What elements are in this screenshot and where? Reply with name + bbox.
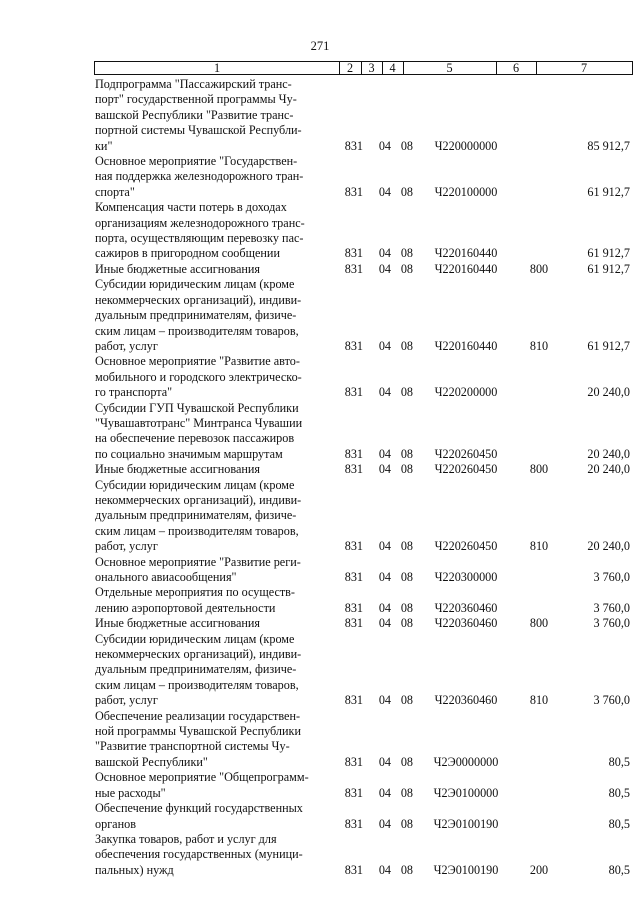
table-row (95, 770, 635, 801)
table-row (95, 632, 635, 709)
table-row (95, 832, 635, 878)
row-target-article: Ч220360460 (434, 600, 498, 615)
table-row (95, 401, 635, 463)
row-amount: 20 240,0 (587, 446, 630, 461)
row-target-article: Ч220260450 (434, 446, 498, 461)
row-name: Субсидии юридическим лицам (кроме некоммерческих организаций), индиви- дуальным предпринимателям, физиче- ским лицам – производителям товаров, работ, услуг (95, 631, 302, 708)
row-section: 04 (378, 338, 391, 353)
row-name: Подпрограмма "Пассажирский транс- порт" государственной программы Чу- вашской Республики "Развитие транс- портной системы Чувашской Республи- ки" (95, 77, 302, 153)
row-name: Основное мероприятие "Развитие авто- мобильного и городского электрическо- го транспорта" (95, 354, 302, 400)
row-expense-type: 800 (529, 462, 549, 477)
row-target-article: Ч220360460 (434, 616, 498, 631)
header-col-2: 2 (339, 62, 362, 74)
row-target-article: Ч220160440 (434, 261, 498, 276)
page-number: 271 (310, 39, 330, 53)
header-col-1: 1 (95, 62, 340, 74)
row-amount: 80,5 (608, 785, 630, 800)
row-section: 04 (378, 816, 391, 831)
row-section: 04 (378, 246, 391, 261)
row-expense-type: 200 (529, 862, 549, 877)
row-section: 04 (378, 754, 391, 769)
table-row (95, 77, 635, 154)
row-target-article: Ч220000000 (434, 138, 498, 153)
row-target-article: Ч220300000 (434, 570, 498, 584)
row-section: 04 (378, 446, 391, 461)
table-row (95, 277, 635, 354)
row-ministry: 831 (344, 261, 363, 276)
header-col-7: 7 (580, 61, 588, 75)
header-col-6: 6 (496, 62, 537, 74)
row-subsection: 08 (400, 539, 413, 554)
row-amount: 61 912,7 (587, 338, 630, 353)
table-row (95, 616, 635, 631)
row-section: 04 (378, 616, 391, 631)
row-amount: 85 912,7 (587, 138, 630, 153)
table-row (95, 801, 635, 832)
row-ministry: 831 (344, 693, 363, 708)
row-section: 04 (378, 184, 391, 199)
row-target-article: Ч220160440 (434, 246, 498, 261)
table-row (95, 709, 635, 771)
row-target-article: Ч220260450 (434, 462, 498, 477)
row-subsection: 08 (400, 462, 413, 477)
row-name: Субсидии юридическим лицам (кроме некоммерческих организаций), индиви- дуальным предпринимателям, физиче- ским лицам – производителям товаров, работ, услуг (95, 277, 302, 353)
row-ministry: 831 (344, 539, 363, 554)
row-subsection: 08 (400, 246, 413, 261)
row-expense-type: 810 (529, 539, 549, 554)
row-amount: 61 912,7 (587, 184, 630, 199)
row-name: Компенсация части потерь в доходах организациям железнодорожного транс- порта, осуществляющим перевозку пас- сажиров в пригородном сообщении (95, 200, 305, 261)
row-subsection: 08 (400, 785, 413, 800)
row-ministry: 831 (344, 754, 363, 769)
row-subsection: 08 (400, 446, 413, 461)
header-col-3: 3 (361, 62, 383, 74)
row-ministry: 831 (344, 616, 363, 631)
row-subsection: 08 (400, 754, 413, 769)
row-amount: 3 760,0 (593, 600, 630, 615)
row-amount: 80,5 (608, 754, 630, 769)
row-subsection: 08 (400, 693, 413, 708)
row-subsection: 08 (400, 570, 413, 584)
row-subsection: 08 (400, 385, 413, 400)
row-target-article: Ч2Э0100000 (433, 785, 499, 800)
table-row (95, 200, 635, 262)
row-amount: 3 760,0 (593, 570, 630, 584)
row-subsection: 08 (400, 261, 413, 276)
row-subsection: 08 (400, 600, 413, 615)
row-ministry: 831 (344, 862, 363, 877)
row-amount: 20 240,0 (587, 385, 630, 400)
table-row (95, 354, 635, 400)
row-amount: 80,5 (608, 862, 630, 877)
header-col-4: 4 (382, 62, 404, 74)
row-subsection: 08 (400, 816, 413, 831)
row-subsection: 08 (400, 338, 413, 353)
row-section: 04 (378, 693, 391, 708)
row-ministry: 831 (344, 138, 363, 153)
row-target-article: Ч2Э0000000 (433, 754, 499, 769)
row-section: 04 (378, 600, 391, 615)
table-row (95, 154, 635, 200)
row-ministry: 831 (344, 600, 363, 615)
row-name: Основное мероприятие "Развитие реги- онального авиасообщения" (95, 554, 301, 584)
row-amount: 80,5 (608, 816, 630, 831)
row-subsection: 08 (400, 862, 413, 877)
row-target-article: Ч220260450 (434, 539, 498, 554)
header-col-5: 5 (403, 62, 497, 74)
row-expense-type: 800 (529, 261, 549, 276)
row-expense-type: 810 (529, 693, 549, 708)
row-ministry: 831 (344, 785, 363, 800)
table-row (95, 555, 635, 586)
row-amount: 3 760,0 (593, 693, 630, 708)
table-row (95, 585, 635, 616)
row-subsection: 08 (400, 184, 413, 199)
row-subsection: 08 (400, 616, 413, 631)
table-body (95, 77, 635, 878)
row-name: Обеспечение реализации государствен- ной программы Чувашской Республики "Развитие транспортной системы Чу- вашской Республики" (95, 708, 301, 769)
row-target-article: Ч2Э0100190 (433, 816, 499, 831)
row-name: Закупка товаров, работ и услуг для обеспечения государственных (муници- пальных) нужд (95, 831, 303, 877)
row-name: Отдельные мероприятия по осуществ- лению аэропортовой деятельности (95, 585, 295, 615)
row-section: 04 (378, 539, 391, 554)
row-target-article: Ч220200000 (434, 385, 498, 400)
row-ministry: 831 (344, 338, 363, 353)
row-name: Иные бюджетные ассигнования (95, 462, 261, 477)
row-amount: 61 912,7 (587, 261, 630, 276)
row-amount: 20 240,0 (587, 462, 630, 477)
row-section: 04 (378, 138, 391, 153)
row-target-article: Ч220360460 (434, 693, 498, 708)
row-name: Иные бюджетные ассигнования (95, 261, 261, 276)
row-ministry: 831 (344, 446, 363, 461)
row-name: Основное мероприятие "Общепрограмм- ные расходы" (95, 770, 309, 800)
row-section: 04 (378, 261, 391, 276)
row-name: Иные бюджетные ассигнования (95, 616, 261, 631)
row-amount: 3 760,0 (593, 616, 630, 631)
row-section: 04 (378, 570, 391, 584)
table-row (95, 262, 635, 277)
row-section: 04 (378, 462, 391, 477)
row-target-article: Ч220100000 (434, 184, 498, 199)
row-section: 04 (378, 385, 391, 400)
row-expense-type: 800 (529, 616, 549, 631)
row-name: Субсидии ГУП Чувашской Республики "Чувашавтотранс" Минтранса Чувашии на обеспечение перевозок пассажиров по социально значимым маршрутам (95, 400, 303, 461)
row-target-article: Ч2Э0100190 (433, 862, 499, 877)
row-expense-type: 810 (529, 338, 549, 353)
row-subsection: 08 (400, 138, 413, 153)
row-amount: 61 912,7 (587, 246, 630, 261)
row-name: Основное мероприятие "Государствен- ная поддержка железнодорожного тран- спорта" (95, 154, 304, 199)
row-target-article: Ч220160440 (434, 338, 498, 353)
row-amount: 20 240,0 (587, 539, 630, 554)
row-ministry: 831 (344, 385, 363, 400)
row-ministry: 831 (344, 246, 363, 261)
row-name: Обеспечение функций государственных органов (95, 801, 303, 831)
row-ministry: 831 (344, 816, 363, 831)
table-row (95, 478, 635, 555)
row-section: 04 (378, 862, 391, 877)
row-section: 04 (378, 785, 391, 800)
row-ministry: 831 (344, 462, 363, 477)
table-row (95, 462, 635, 477)
row-ministry: 831 (344, 184, 363, 199)
row-name: Субсидии юридическим лицам (кроме некоммерческих организаций), индиви- дуальным предпринимателям, физиче- ским лицам – производителям товаров, работ, услуг (95, 477, 302, 554)
table-header (94, 61, 633, 75)
row-ministry: 831 (344, 570, 363, 584)
